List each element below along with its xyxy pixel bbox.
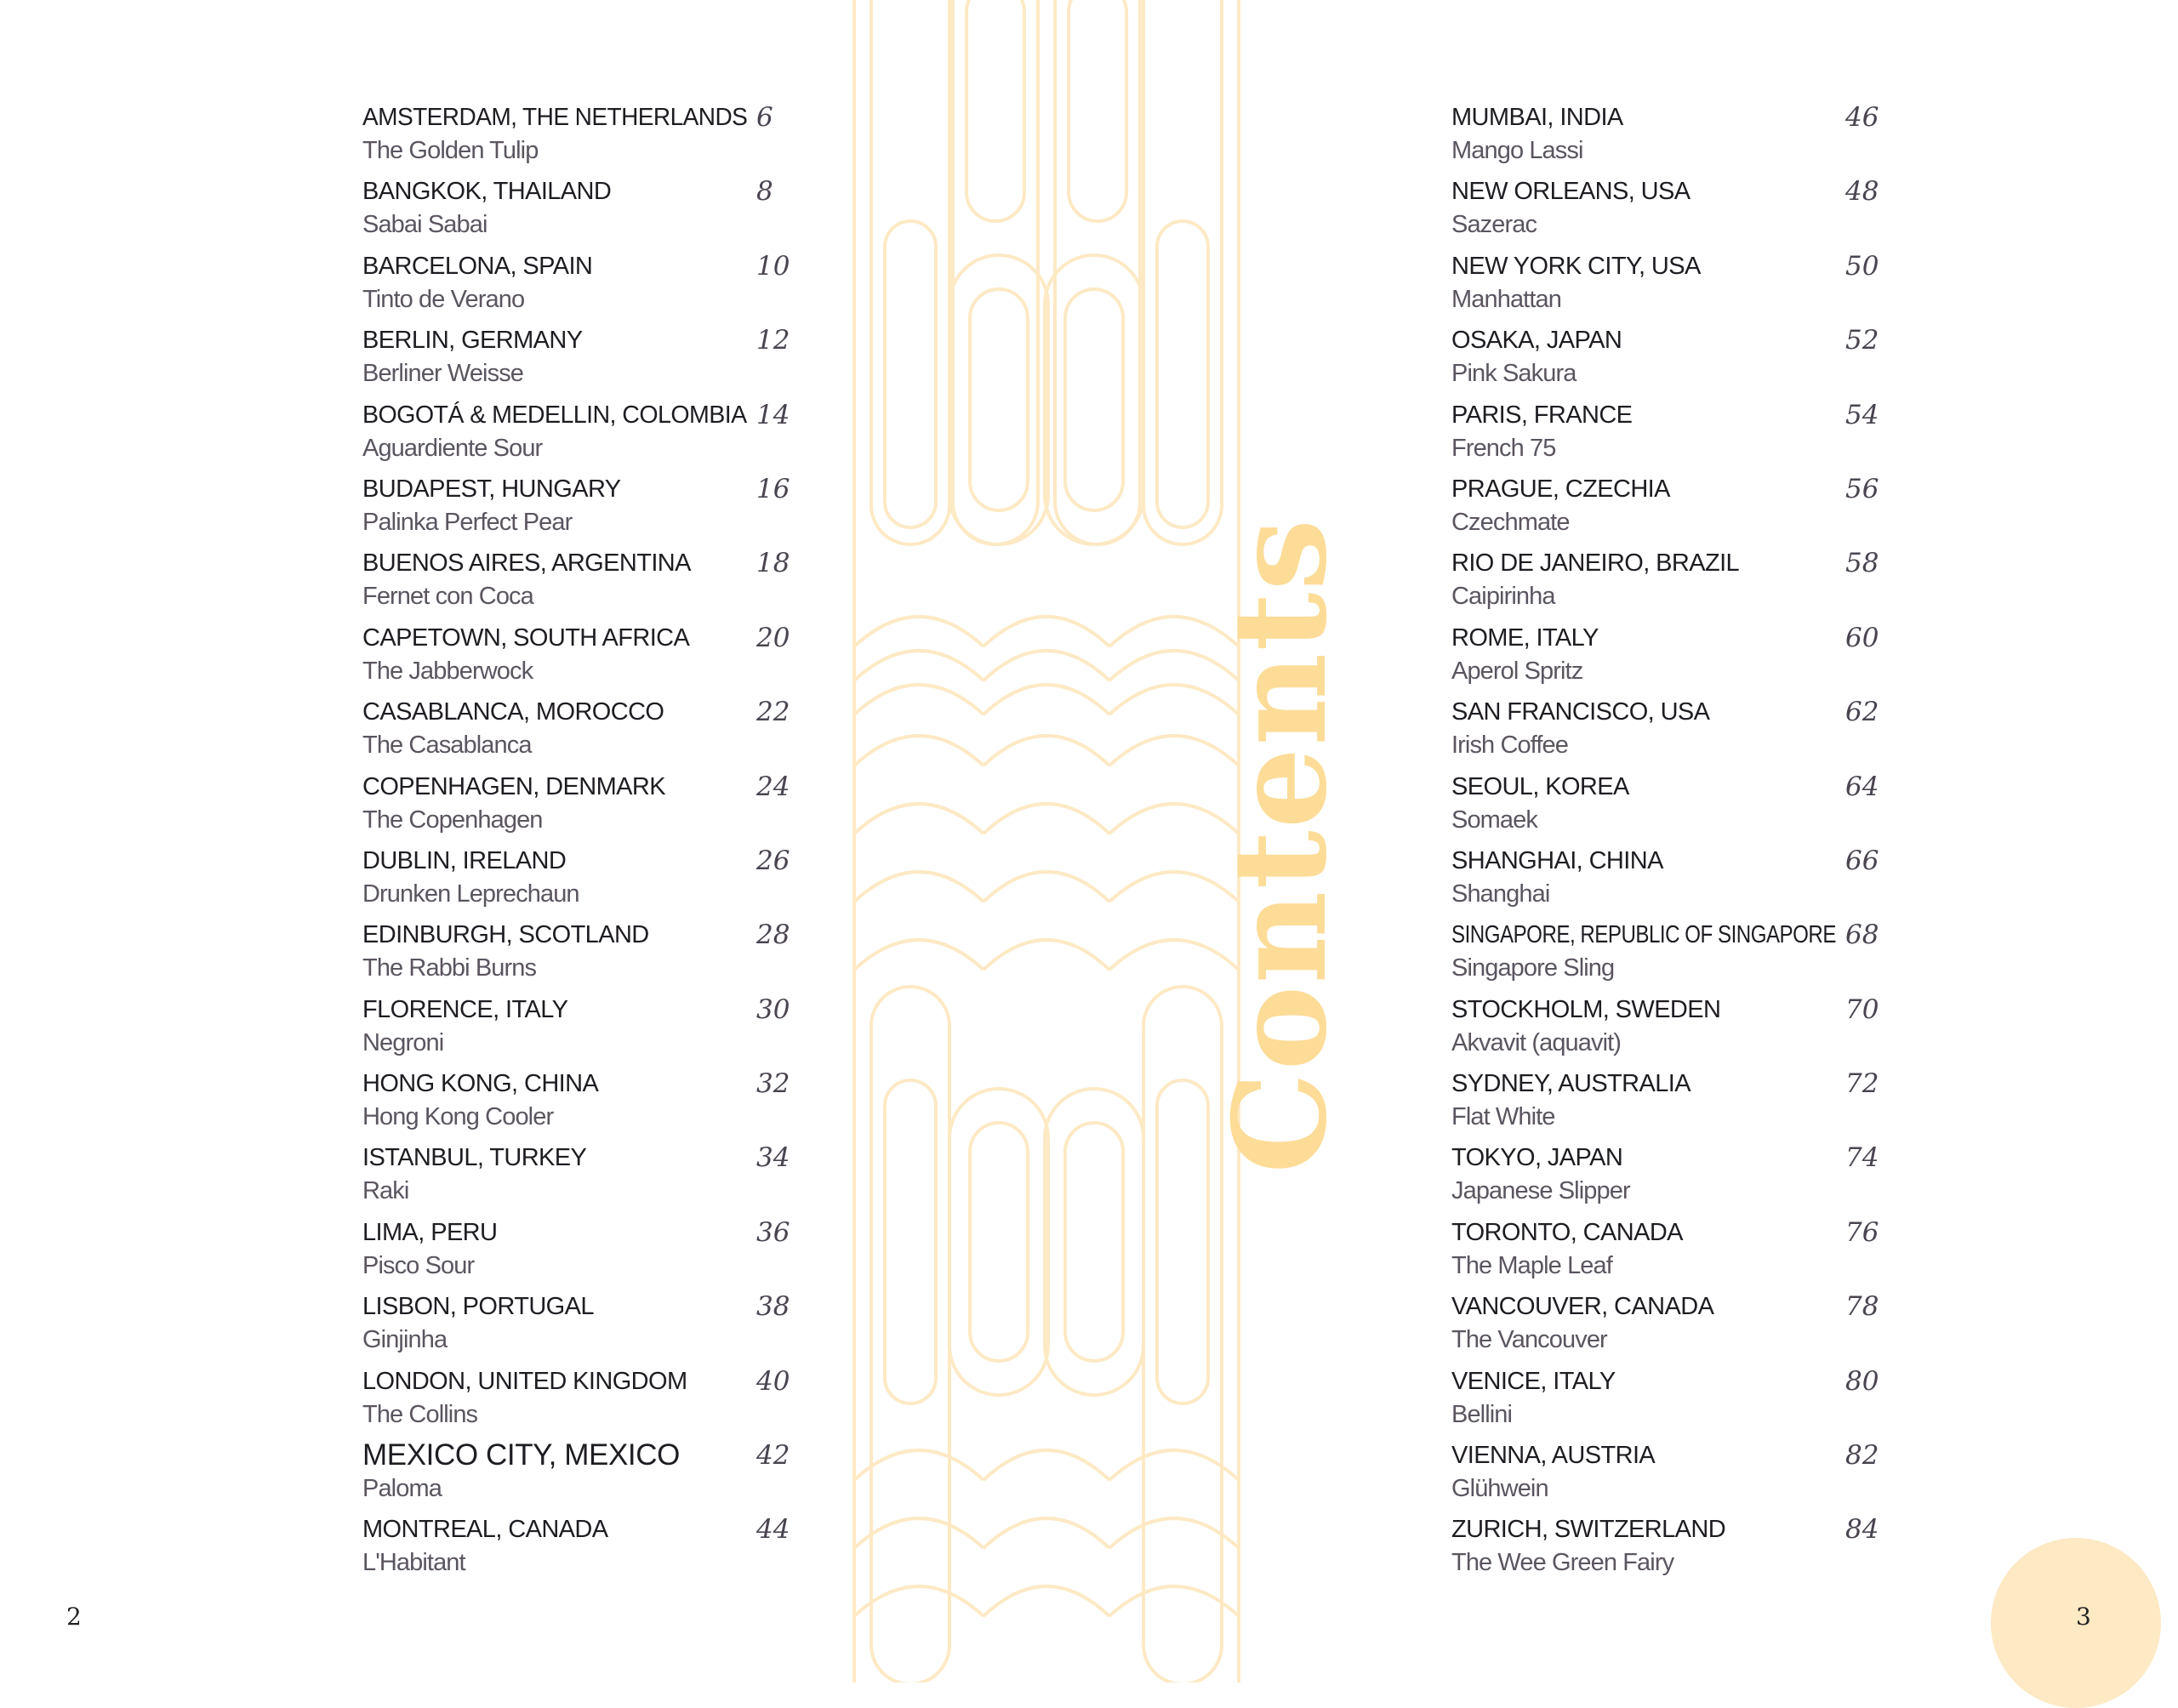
toc-drink: Fernet con Coca bbox=[362, 583, 533, 611]
toc-entry[interactable] bbox=[362, 174, 805, 248]
toc-drink: French 75 bbox=[1451, 434, 1556, 462]
toc-drink: Sazerac bbox=[1451, 211, 1537, 239]
page-number-right: 3 bbox=[2076, 1603, 2091, 1631]
toc-entry[interactable] bbox=[1451, 546, 1894, 620]
toc-city: BERLIN, GERMANY bbox=[362, 327, 583, 355]
toc-entry[interactable] bbox=[1451, 1141, 1894, 1215]
toc-page-number: 10 bbox=[756, 250, 790, 282]
toc-drink: Raki bbox=[362, 1177, 409, 1205]
toc-drink: Singapore Sling bbox=[1451, 954, 1615, 982]
toc-page-number: 60 bbox=[1845, 622, 1879, 653]
toc-entry[interactable] bbox=[362, 695, 805, 769]
toc-drink: The Wee Green Fairy bbox=[1451, 1549, 1674, 1577]
toc-city: STOCKHOLM, SWEDEN bbox=[1451, 995, 1721, 1023]
toc-entry[interactable] bbox=[362, 249, 805, 323]
toc-page-number: 8 bbox=[756, 176, 773, 208]
toc-entry[interactable] bbox=[1451, 621, 1894, 695]
toc-drink: Bellini bbox=[1451, 1400, 1513, 1428]
toc-drink: Tinto de Verano bbox=[362, 285, 525, 313]
toc-entry[interactable] bbox=[1451, 323, 1894, 397]
toc-page-number: 30 bbox=[756, 993, 790, 1025]
toc-city: HONG KONG, CHINA bbox=[362, 1070, 599, 1098]
toc-city: RIO DE JANEIRO, BRAZIL bbox=[1451, 549, 1740, 578]
page-number-left: 2 bbox=[66, 1603, 82, 1631]
toc-page-number: 84 bbox=[1845, 1514, 1879, 1546]
toc-city: LIMA, PERU bbox=[362, 1218, 498, 1246]
toc-city: ISTANBUL, TURKEY bbox=[362, 1144, 587, 1172]
toc-drink: Glühwein bbox=[1451, 1475, 1548, 1503]
toc-entry[interactable] bbox=[362, 621, 805, 695]
contents-title: Contents bbox=[1206, 516, 1355, 1174]
toc-city: PARIS, FRANCE bbox=[1451, 401, 1633, 429]
toc-page-number: 46 bbox=[1845, 102, 1879, 133]
toc-entry[interactable] bbox=[1451, 1067, 1894, 1141]
toc-drink: The Vancouver bbox=[1451, 1326, 1607, 1354]
toc-page-number: 22 bbox=[756, 697, 790, 728]
toc-drink: The Rabbi Burns bbox=[362, 954, 537, 982]
toc-drink: The Copenhagen bbox=[362, 806, 543, 834]
toc-entry[interactable] bbox=[1451, 1216, 1894, 1290]
toc-page-number: 48 bbox=[1845, 176, 1879, 208]
toc-page-number: 80 bbox=[1845, 1365, 1879, 1397]
toc-city: VENICE, ITALY bbox=[1451, 1367, 1616, 1395]
toc-city: MONTREAL, CANADA bbox=[362, 1516, 608, 1544]
toc-city: PRAGUE, CZECHIA bbox=[1451, 475, 1670, 503]
toc-drink: Irish Coffee bbox=[1451, 732, 1568, 760]
toc-entry[interactable] bbox=[1451, 1290, 1894, 1364]
toc-city: ZURICH, SWITZERLAND bbox=[1451, 1516, 1726, 1544]
toc-page-number: 72 bbox=[1845, 1068, 1879, 1100]
toc-page-number: 54 bbox=[1845, 399, 1879, 430]
toc-city: MEXICO CITY, MEXICO bbox=[362, 1438, 680, 1472]
toc-city: BUENOS AIRES, ARGENTINA bbox=[362, 549, 691, 578]
toc-page-number: 58 bbox=[1845, 548, 1879, 579]
toc-page-number: 64 bbox=[1845, 771, 1879, 802]
toc-drink: Aguardiente Sour bbox=[362, 434, 543, 462]
toc-drink: Pink Sakura bbox=[1451, 360, 1576, 388]
toc-page-number: 38 bbox=[756, 1291, 790, 1323]
toc-drink: The Jabberwock bbox=[362, 657, 533, 685]
toc-drink: The Golden Tulip bbox=[362, 137, 539, 164]
toc-drink: Ginjinha bbox=[362, 1326, 448, 1354]
toc-page-number: 50 bbox=[1845, 250, 1879, 282]
toc-drink: Hong Kong Cooler bbox=[362, 1103, 554, 1131]
toc-entry[interactable] bbox=[362, 770, 805, 844]
toc-entry[interactable] bbox=[362, 993, 805, 1067]
toc-entry[interactable] bbox=[1451, 100, 1894, 174]
toc-page-number: 24 bbox=[756, 771, 790, 802]
toc-entry[interactable] bbox=[362, 918, 805, 992]
toc-entry[interactable] bbox=[362, 472, 805, 546]
toc-page-number: 28 bbox=[756, 919, 790, 951]
toc-city: LISBON, PORTUGAL bbox=[362, 1293, 594, 1321]
toc-page-number: 68 bbox=[1845, 919, 1879, 951]
toc-entry[interactable] bbox=[362, 1438, 805, 1512]
toc-city: SAN FRANCISCO, USA bbox=[1451, 698, 1710, 726]
toc-entry[interactable] bbox=[362, 1141, 805, 1215]
toc-drink: Aperol Spritz bbox=[1451, 657, 1583, 685]
toc-entry[interactable] bbox=[1451, 993, 1894, 1067]
toc-entry[interactable] bbox=[362, 398, 805, 472]
toc-page-number: 14 bbox=[756, 399, 790, 430]
toc-page-number: 62 bbox=[1845, 697, 1879, 728]
toc-drink: Paloma bbox=[362, 1475, 442, 1503]
toc-city: SEOUL, KOREA bbox=[1451, 772, 1629, 800]
toc-drink: Japanese Slipper bbox=[1451, 1177, 1630, 1205]
toc-page-number: 16 bbox=[756, 473, 790, 504]
toc-page-number: 78 bbox=[1845, 1291, 1879, 1323]
toc-city: SHANGHAI, CHINA bbox=[1451, 846, 1663, 874]
toc-page-number: 26 bbox=[756, 845, 790, 876]
toc-city: NEW YORK CITY, USA bbox=[1451, 252, 1701, 280]
toc-drink: Manhattan bbox=[1451, 285, 1561, 313]
toc-city: AMSTERDAM, THE NETHERLANDS bbox=[362, 104, 748, 131]
toc-page-number: 12 bbox=[756, 325, 790, 356]
toc-city: CASABLANCA, MOROCCO bbox=[362, 698, 664, 726]
toc-page-number: 36 bbox=[756, 1216, 790, 1248]
toc-drink: The Collins bbox=[362, 1400, 478, 1428]
toc-page-number: 20 bbox=[756, 622, 790, 653]
toc-city: SINGAPORE, REPUBLIC OF SINGAPORE bbox=[1451, 921, 1836, 949]
toc-entry[interactable] bbox=[1451, 472, 1894, 546]
toc-page-number: 42 bbox=[756, 1440, 790, 1472]
toc-entry[interactable] bbox=[362, 844, 805, 918]
toc-drink: L'Habitant bbox=[362, 1549, 465, 1577]
toc-city: MUMBAI, INDIA bbox=[1451, 104, 1623, 131]
toc-page-number: 52 bbox=[1845, 325, 1879, 356]
toc-drink: Somaek bbox=[1451, 806, 1537, 834]
toc-left-column bbox=[362, 100, 805, 1587]
toc-city: SYDNEY, AUSTRALIA bbox=[1451, 1070, 1691, 1098]
toc-drink: Pisco Sour bbox=[362, 1251, 475, 1279]
toc-entry[interactable] bbox=[362, 1216, 805, 1290]
toc-entry[interactable] bbox=[1451, 398, 1894, 472]
toc-page-number: 66 bbox=[1845, 845, 1879, 876]
toc-entry[interactable] bbox=[1451, 770, 1894, 844]
toc-entry[interactable] bbox=[1451, 695, 1894, 769]
toc-page-number: 34 bbox=[756, 1142, 790, 1174]
toc-right-column bbox=[1451, 100, 1894, 1587]
toc-page-number: 74 bbox=[1845, 1142, 1879, 1174]
toc-city: TORONTO, CANADA bbox=[1451, 1218, 1683, 1246]
toc-entry[interactable] bbox=[362, 323, 805, 397]
toc-page-number: 6 bbox=[756, 102, 773, 133]
toc-drink: The Casablanca bbox=[362, 732, 532, 760]
toc-city: VIENNA, AUSTRIA bbox=[1451, 1442, 1656, 1470]
toc-entry[interactable] bbox=[1451, 918, 1894, 992]
toc-city: FLORENCE, ITALY bbox=[362, 995, 568, 1023]
toc-entry[interactable] bbox=[362, 1067, 805, 1141]
toc-city: ROME, ITALY bbox=[1451, 623, 1599, 652]
toc-drink: Drunken Leprechaun bbox=[362, 880, 579, 908]
toc-page-number: 70 bbox=[1845, 993, 1879, 1025]
toc-drink: Shanghai bbox=[1451, 880, 1550, 908]
toc-city: BUDAPEST, HUNGARY bbox=[362, 475, 621, 503]
toc-entry[interactable] bbox=[1451, 249, 1894, 323]
toc-page-number: 76 bbox=[1845, 1216, 1879, 1248]
toc-entry[interactable] bbox=[1451, 174, 1894, 248]
toc-drink: Berliner Weisse bbox=[362, 360, 524, 388]
toc-city: COPENHAGEN, DENMARK bbox=[362, 772, 665, 800]
toc-city: BOGOTÁ & MEDELLIN, COLOMBIA bbox=[362, 401, 747, 429]
toc-drink: Sabai Sabai bbox=[362, 211, 487, 239]
toc-drink: Palinka Perfect Pear bbox=[362, 508, 573, 536]
toc-drink: The Maple Leaf bbox=[1451, 1251, 1612, 1279]
toc-page-number: 32 bbox=[756, 1068, 790, 1100]
toc-drink: Czechmate bbox=[1451, 508, 1570, 536]
toc-city: CAPETOWN, SOUTH AFRICA bbox=[362, 623, 690, 652]
toc-entry[interactable] bbox=[1451, 844, 1894, 918]
toc-page-number: 56 bbox=[1845, 473, 1879, 504]
toc-city: NEW ORLEANS, USA bbox=[1451, 178, 1691, 206]
toc-city: LONDON, UNITED KINGDOM bbox=[362, 1367, 687, 1395]
toc-drink: Mango Lassi bbox=[1451, 137, 1583, 164]
toc-drink: Negroni bbox=[362, 1028, 444, 1056]
toc-city: EDINBURGH, SCOTLAND bbox=[362, 921, 649, 949]
toc-entry[interactable] bbox=[362, 546, 805, 620]
toc-city: VANCOUVER, CANADA bbox=[1451, 1293, 1714, 1321]
toc-page-number: 18 bbox=[756, 548, 790, 579]
toc-entry[interactable] bbox=[1451, 1364, 1894, 1438]
toc-drink: Akvavit (aquavit) bbox=[1451, 1028, 1622, 1056]
toc-drink: Caipirinha bbox=[1451, 583, 1555, 611]
toc-entry[interactable] bbox=[362, 100, 805, 174]
toc-city: BANGKOK, THAILAND bbox=[362, 178, 612, 206]
toc-page-number: 82 bbox=[1845, 1440, 1879, 1472]
toc-city: BARCELONA, SPAIN bbox=[362, 252, 593, 280]
toc-entry[interactable] bbox=[362, 1290, 805, 1364]
toc-drink: Flat White bbox=[1451, 1103, 1555, 1131]
toc-entry[interactable] bbox=[1451, 1438, 1894, 1512]
toc-page-number: 44 bbox=[756, 1514, 790, 1546]
toc-page-number: 40 bbox=[756, 1365, 790, 1397]
toc-city: OSAKA, JAPAN bbox=[1451, 327, 1622, 355]
toc-city: TOKYO, JAPAN bbox=[1451, 1144, 1623, 1172]
toc-entry[interactable] bbox=[1451, 1512, 1894, 1586]
toc-entry[interactable] bbox=[362, 1364, 805, 1438]
toc-entry[interactable] bbox=[362, 1512, 805, 1586]
art-deco-ornament bbox=[851, 0, 1242, 1682]
toc-city: DUBLIN, IRELAND bbox=[362, 846, 567, 874]
